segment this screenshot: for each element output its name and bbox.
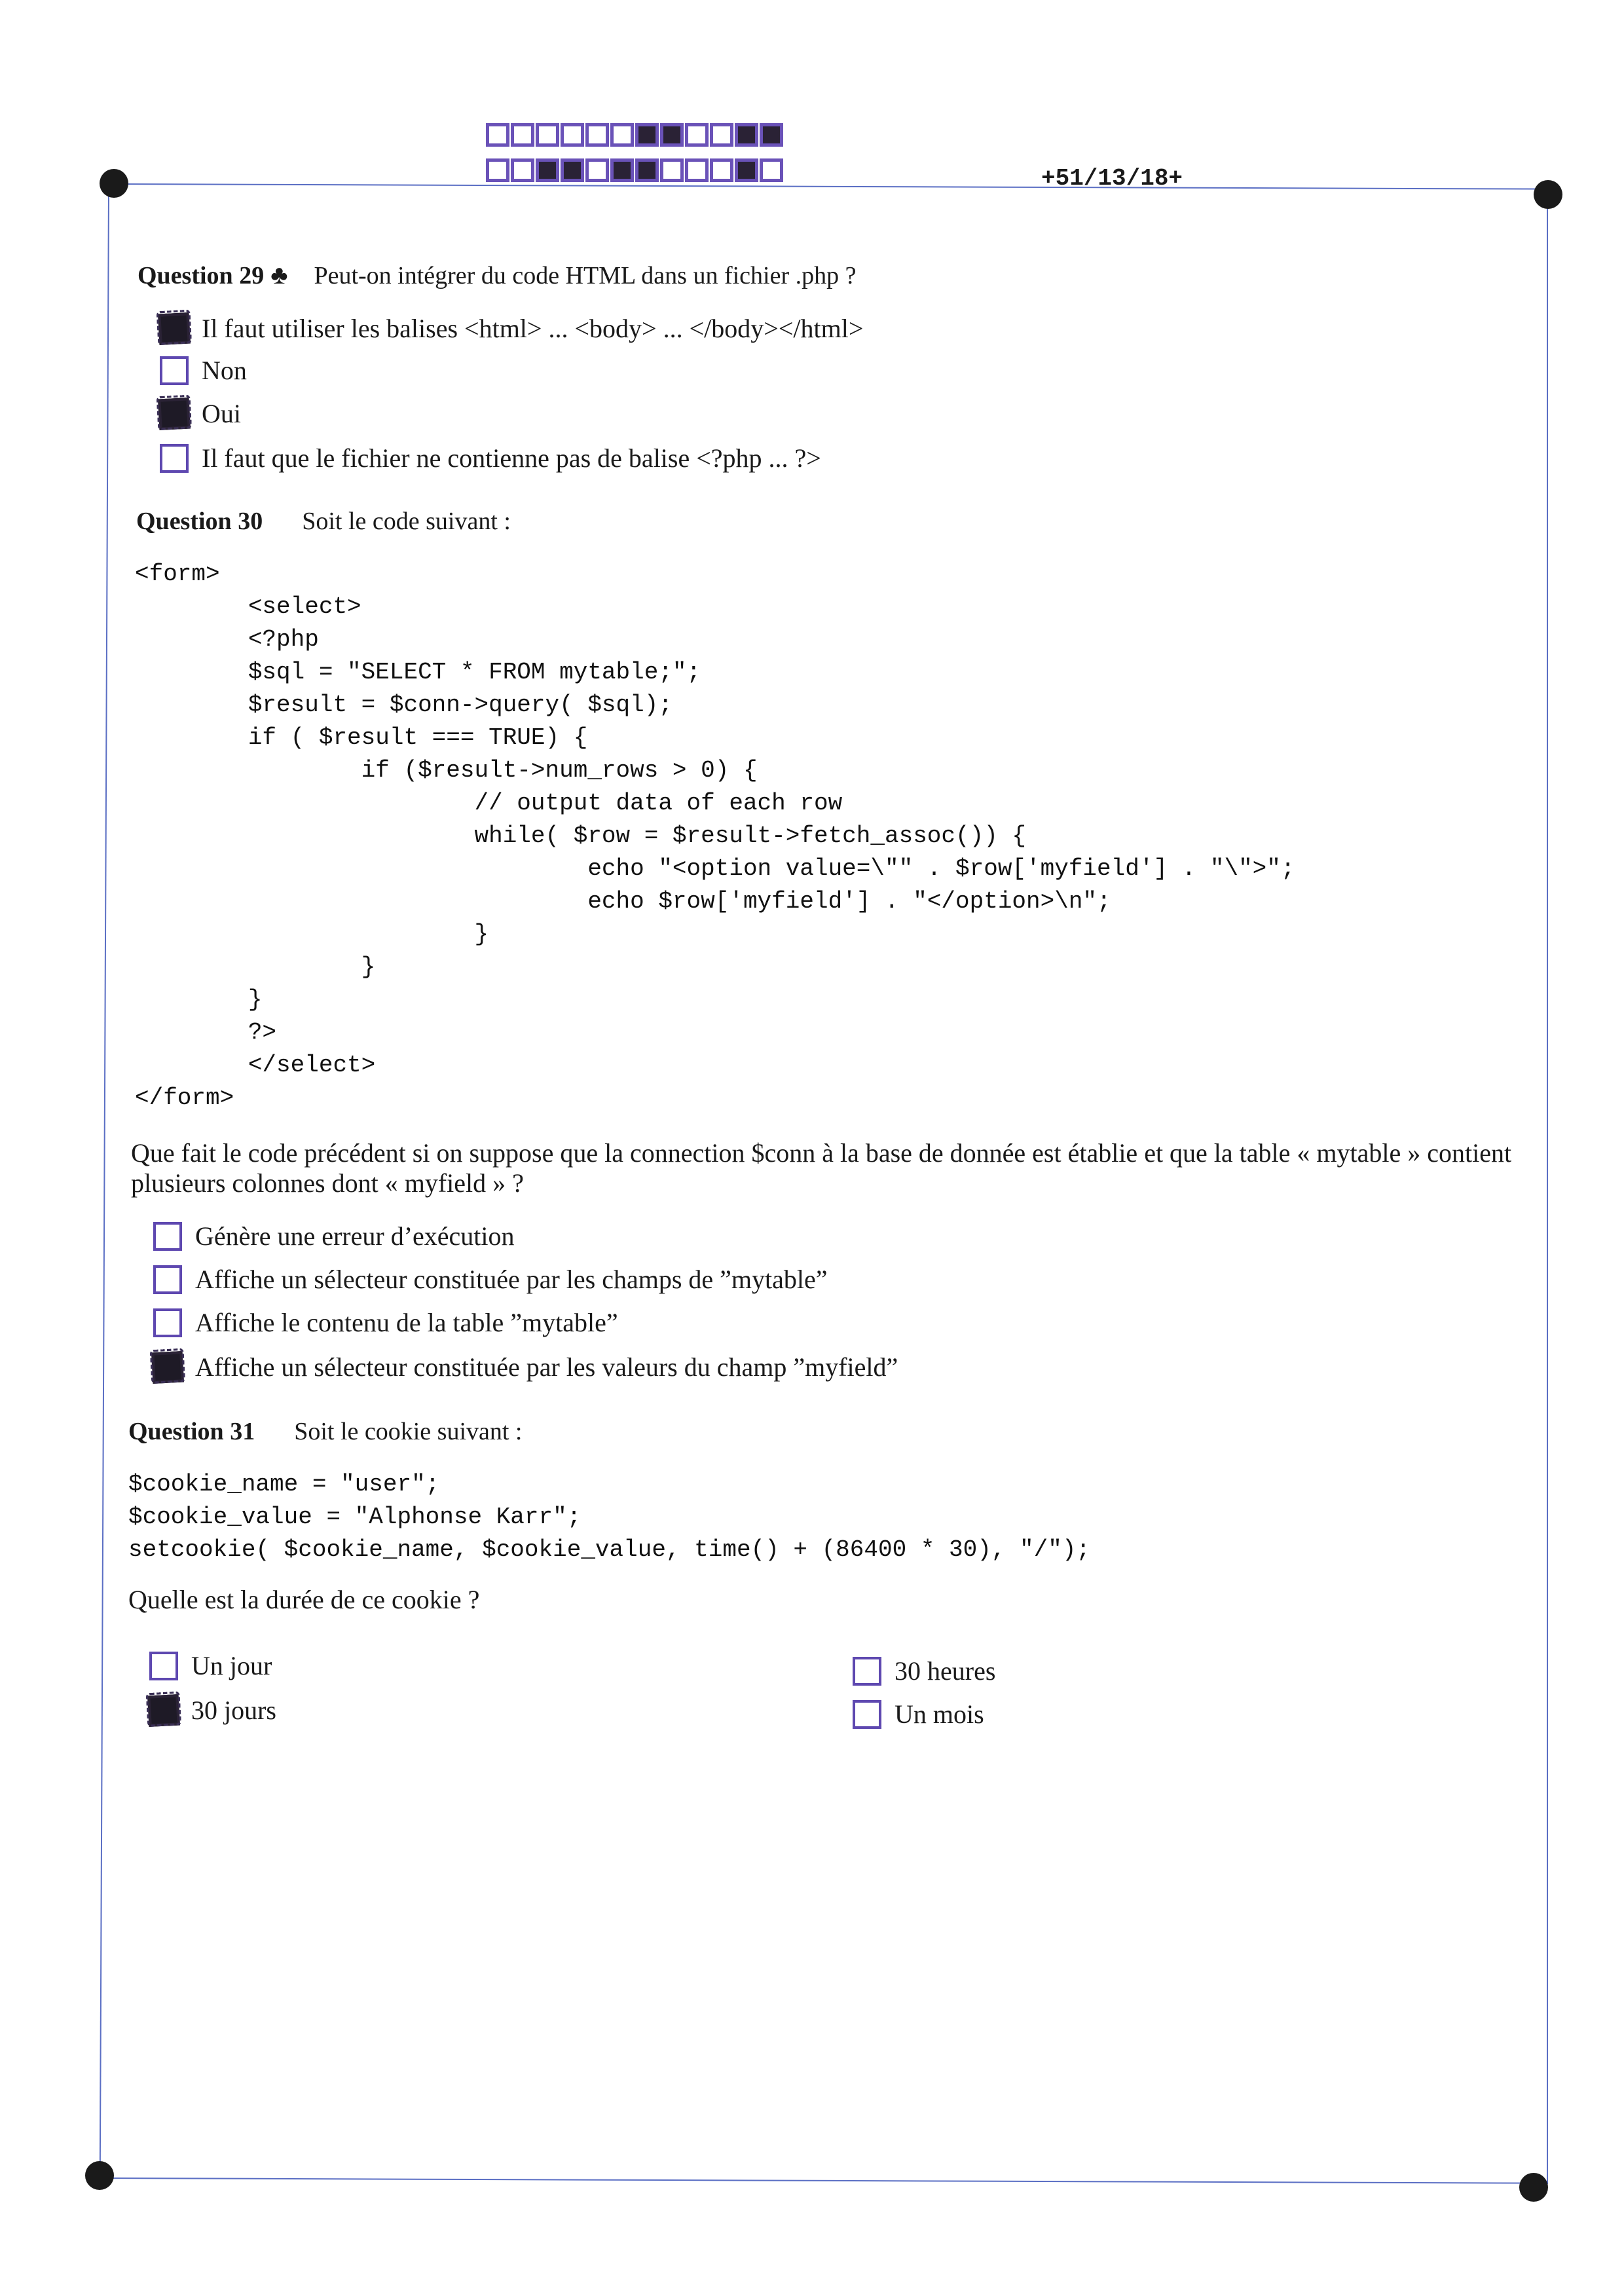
answer-label: Affiche le contenu de la table ”mytable” bbox=[195, 1308, 618, 1337]
answer-label: 30 heures bbox=[895, 1656, 996, 1686]
answer-checkbox[interactable] bbox=[158, 312, 191, 345]
id-box-row-1 bbox=[486, 123, 783, 147]
id-box bbox=[635, 123, 659, 147]
question-30-header bbox=[136, 507, 511, 536]
answer-checkbox[interactable] bbox=[153, 1265, 182, 1294]
answer-checkbox[interactable] bbox=[160, 356, 189, 385]
frame-bottom-line bbox=[98, 2177, 1539, 2184]
frame-top-line bbox=[111, 183, 1552, 190]
id-box bbox=[536, 123, 559, 147]
answer-label: Affiche un sélecteur constituée par les champs de ”mytable” bbox=[195, 1265, 828, 1294]
answer-label: Affiche un sélecteur constituée par les valeurs du champ ”myfield” bbox=[195, 1352, 898, 1382]
id-box bbox=[710, 158, 733, 182]
corner-dot-top-left bbox=[100, 169, 128, 198]
frame-left-line bbox=[100, 190, 109, 2174]
id-box bbox=[710, 123, 733, 147]
answer-item[interactable] bbox=[153, 1221, 515, 1251]
answer-checkbox[interactable] bbox=[151, 1351, 184, 1384]
id-box bbox=[760, 123, 783, 147]
code-block-q30: <form> <select> <?php $sql = "SELECT * FROM mytable;"; $result = $conn->query( $sql); if ( $result === TRUE) { if ($result->num_rows > 0) { // output data of each row while( $row = $result->fetch_assoc()) { echo "<option value=\"" . $row['myfield'] . "\">"; echo $row['myfield'] . "</option>\n"; } } } ?> </select> </form> bbox=[135, 561, 1295, 1111]
id-box bbox=[610, 158, 634, 182]
question-30-prompt: Que fait le code précédent si on suppose que la connection $conn à la base de donnée est établie et que la table « mytable » contient plusieurs colonnes dont « myfield » ? bbox=[131, 1138, 1512, 1198]
answer-item[interactable] bbox=[153, 1264, 828, 1295]
id-box bbox=[760, 158, 783, 182]
id-box-row-2 bbox=[486, 158, 783, 182]
id-box bbox=[486, 123, 509, 147]
club-icon: ♣ bbox=[270, 260, 288, 289]
answer-item[interactable] bbox=[160, 313, 863, 344]
answer-item[interactable] bbox=[160, 355, 247, 386]
answer-label: Oui bbox=[202, 399, 241, 428]
id-box bbox=[536, 158, 559, 182]
answer-item[interactable] bbox=[149, 1695, 276, 1726]
id-box bbox=[735, 158, 758, 182]
answer-item[interactable] bbox=[160, 398, 241, 429]
question-30-text: Soit le code suivant : bbox=[302, 508, 511, 535]
answer-label: Un mois bbox=[895, 1699, 984, 1729]
corner-dot-bottom-right bbox=[1519, 2173, 1548, 2202]
id-box bbox=[511, 158, 534, 182]
id-box bbox=[685, 158, 709, 182]
question-29-text: Peut-on intégrer du code HTML dans un fichier .php ? bbox=[314, 262, 857, 289]
id-box bbox=[585, 123, 609, 147]
id-box bbox=[660, 158, 684, 182]
answer-item[interactable] bbox=[153, 1352, 898, 1382]
question-29-label: Question 29 bbox=[138, 262, 265, 289]
answer-item[interactable] bbox=[149, 1650, 272, 1681]
id-box bbox=[486, 158, 509, 182]
answer-checkbox[interactable] bbox=[149, 1652, 178, 1680]
answer-item[interactable] bbox=[853, 1656, 995, 1686]
id-box bbox=[561, 123, 584, 147]
answer-label: Génère une erreur d’exécution bbox=[195, 1221, 515, 1251]
answer-checkbox[interactable] bbox=[153, 1222, 182, 1251]
answer-label: Il faut utiliser les balises <html> ... <body> ... </body></html> bbox=[202, 314, 864, 343]
answer-checkbox[interactable] bbox=[158, 398, 191, 430]
answer-item[interactable] bbox=[160, 443, 821, 473]
answer-label: 30 jours bbox=[191, 1695, 276, 1725]
id-box bbox=[660, 123, 684, 147]
id-box bbox=[635, 158, 659, 182]
page-code: +51/13/18+ bbox=[1041, 165, 1183, 192]
question-31-text: Soit le cookie suivant : bbox=[294, 1418, 523, 1445]
id-box bbox=[735, 123, 758, 147]
id-box bbox=[610, 123, 634, 147]
code-block-q31: $cookie_name = "user"; $cookie_value = "Alphonse Karr"; setcookie( $cookie_name, $cookie_value, time() + (86400 * 30), "/"); bbox=[128, 1471, 1091, 1563]
answer-label: Un jour bbox=[191, 1651, 272, 1680]
id-box bbox=[561, 158, 584, 182]
question-29-header bbox=[138, 259, 856, 290]
question-31-prompt: Quelle est la durée de ce cookie ? bbox=[128, 1585, 480, 1614]
question-31-label: Question 31 bbox=[128, 1418, 255, 1445]
corner-dot-bottom-left bbox=[85, 2161, 114, 2190]
answer-item[interactable] bbox=[853, 1699, 984, 1730]
answer-checkbox[interactable] bbox=[147, 1694, 180, 1727]
answer-checkbox[interactable] bbox=[853, 1657, 881, 1686]
answer-item[interactable] bbox=[153, 1307, 618, 1338]
answer-label: Non bbox=[202, 356, 247, 385]
id-box bbox=[511, 123, 534, 147]
question-30-label: Question 30 bbox=[136, 508, 263, 535]
answer-checkbox[interactable] bbox=[160, 444, 189, 473]
id-box bbox=[585, 158, 609, 182]
id-box bbox=[685, 123, 709, 147]
corner-dot-top-right bbox=[1534, 180, 1562, 209]
answer-label: Il faut que le fichier ne contienne pas de balise <?php ... ?> bbox=[202, 443, 821, 473]
question-31-header bbox=[128, 1417, 523, 1446]
answer-checkbox[interactable] bbox=[153, 1308, 182, 1337]
frame-right-line bbox=[1547, 193, 1548, 2184]
answer-checkbox[interactable] bbox=[853, 1700, 881, 1729]
